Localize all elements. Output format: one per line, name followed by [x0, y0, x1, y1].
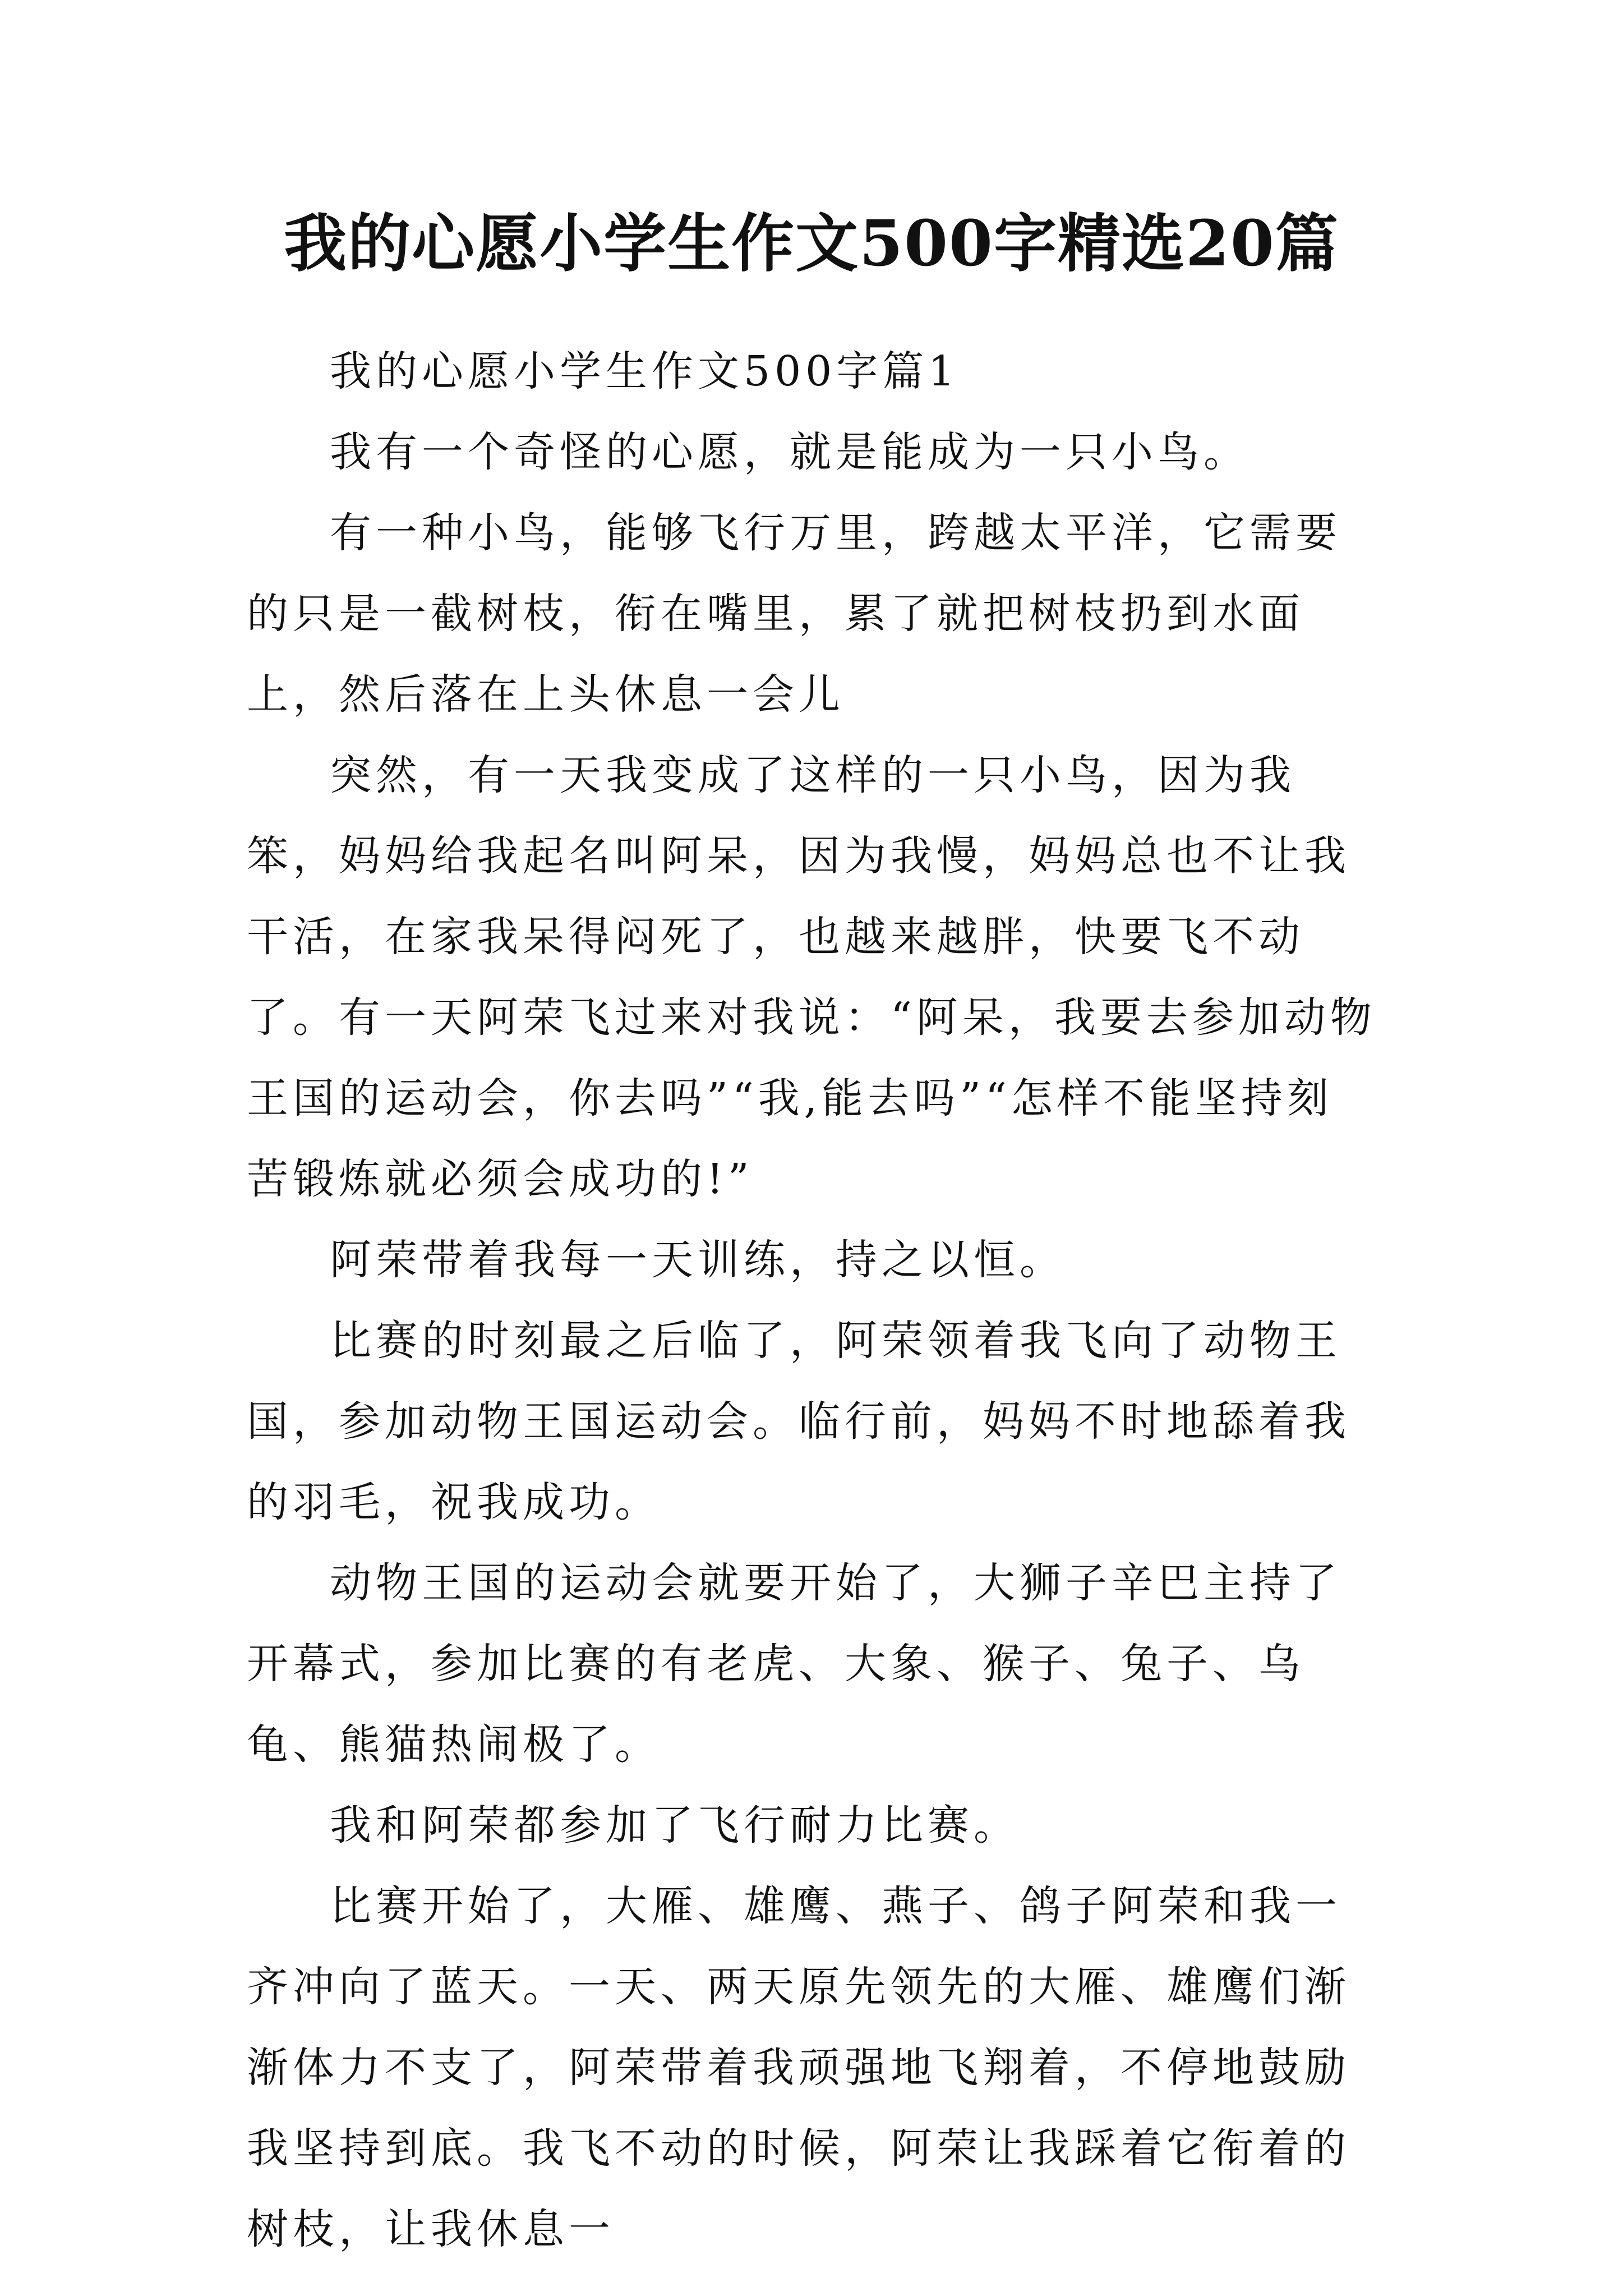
document-body: [247, 331, 1376, 2270]
section-heading: 我的心愿小学生作文500字篇1: [330, 347, 960, 395]
paragraph: 突然，有一天我变成了这样的一只小鸟，因为我笨，妈妈给我起名叫阿呆，因为我慢，妈妈总也不让我干活，在家我呆得闷死了，也越来越胖，快要飞不动了。有一天阿荣飞过来对我说：“阿呆，我要去参加动物王国的运动会，你去吗”“我,能去吗”“怎样不能坚持刻苦锻炼就必须会成功的!”: [247, 751, 1376, 1203]
paragraph: 我有一个奇怪的心愿，就是能成为一只小鸟。: [330, 428, 1249, 476]
paragraph: 比赛的时刻最之后临了，阿荣领着我飞向了动物王国，参加动物王国运动会。临行前，妈妈不时地舔着我的羽毛，祝我成功。: [247, 1317, 1350, 1526]
paragraph: 有一种小鸟，能够飞行万里，跨越太平洋，它需要的只是一截树枝，衔在嘴里，累了就把树枝扔到水面上，然后落在上头休息一会儿: [247, 509, 1341, 719]
document-title: 我的心愿小学生作文500字精选20篇: [284, 207, 1339, 280]
paragraph: 我和阿荣都参加了飞行耐力比赛。: [330, 1801, 1020, 1849]
paragraph: 动物王国的运动会就要开始了，大狮子辛巴主持了开幕式，参加比赛的有老虎、大象、猴子、兔子、乌龟、熊猫热闹极了。: [247, 1559, 1341, 1769]
paragraph: 比赛开始了，大雁、雄鹰、燕子、鸽子阿荣和我一齐冲向了蓝天。一天、两天原先领先的大雁、雄鹰们渐渐体力不支了，阿荣带着我顽强地飞翔着，不停地鼓励我坚持到底。我飞不动的时候，阿荣让我踩着它衔着的树枝，让我休息一: [247, 1882, 1350, 2253]
paragraph: 阿荣带着我每一天训练，持之以恒。: [330, 1236, 1066, 1284]
